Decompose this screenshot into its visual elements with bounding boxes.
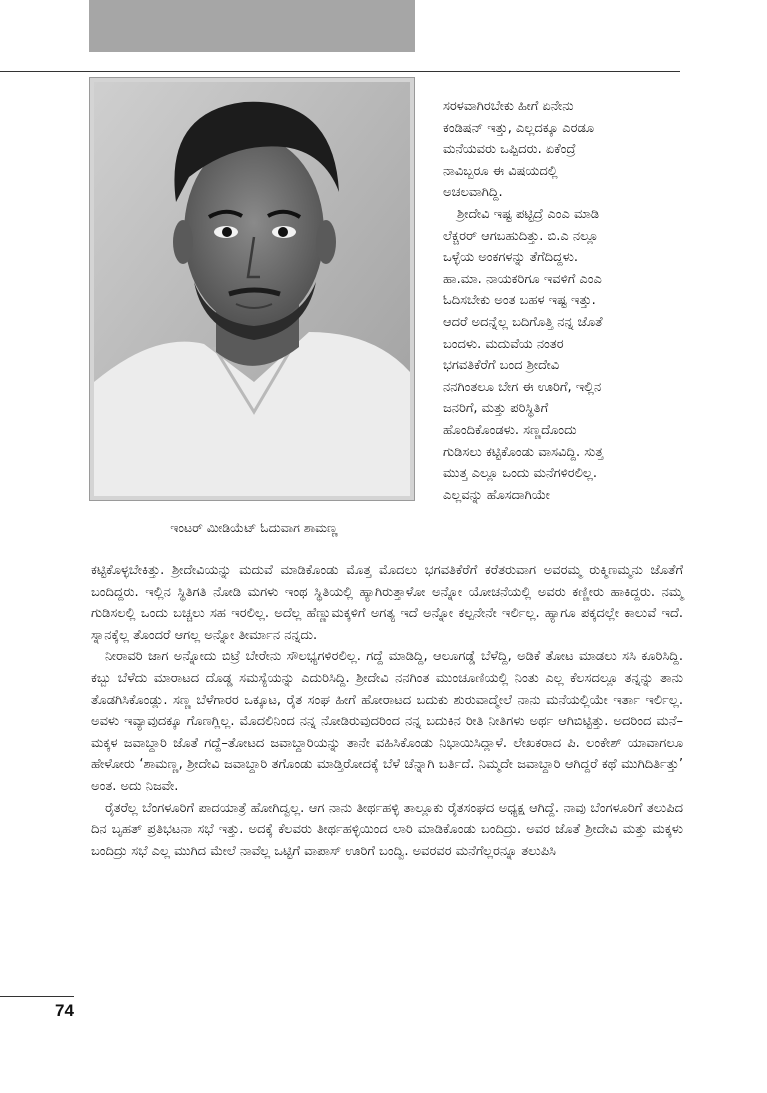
paragraph: ರೈತರೆಲ್ಲ ಬೆಂಗಳೂರಿಗೆ ಪಾದಯಾತ್ರೆ ಹೋಗಿದ್ವಲ್ಲ. ಆಗ ನಾನು ತೀರ್ಥಹಳ್ಳಿ ತಾಲ್ಲೂಕು ರೈತಸಂಘದ ಅಧ್ಯಕ್ಷ ಆಗಿದ್ದೆ. ನಾವು ಬೆಂಗಳೂರಿಗೆ ತಲುಪಿದ ದಿನ ಬೃಹತ್ ಪ್ರತಿಭಟನಾ ಸಭೆ ಇತ್ತು. ಅದಕ್ಕೆ ಕೆಲವರು ತೀರ್ಥಹಳ್ಳಿಯಿಂದ ಲಾರಿ ಮಾಡಿಕೊಂಡು ಬಂದಿದ್ರು. ಅವರ ಜೊತೆ ಶ್ರೀದೇವಿ ಮತ್ತು ಮಕ್ಕಳು ಬಂದಿದ್ರು ಸಭೆ ಎಲ್ಲ ಮುಗಿದ ಮೇಲೆ ನಾವೆಲ್ಲ ಒಟ್ಟಿಗೆ ವಾಪಾಸ್ ಊರಿಗೆ ಬಂದ್ವಿ. ಅವರವರ ಮನೆಗೆಲ್ಲರನ್ನೂ ತಲುಪಿಸಿ — [91, 800, 683, 859]
text-line: ಶ್ರೀದೇವಿ ಇಷ್ಟ ಪಟ್ಟಿದ್ರೆ ಎಂಎ ಮಾಡಿ — [457, 206, 600, 222]
text-line: ಹೊಂದಿಕೊಂಡಳು. ಸಣ್ಣದೊಂದು — [443, 422, 577, 438]
text-line: ಮುತ್ತ ಎಲ್ಲೂ ಒಂದು ಮನೆಗಳಿರಲಿಲ್ಲ. — [443, 466, 598, 482]
text-line: ಓದಿಸಬೇಕು ಅಂತ ಬಹಳ ಇಷ್ಟ ಇತ್ತು. — [443, 293, 596, 309]
portrait-photo-icon — [94, 82, 410, 496]
text-line: ಲೆಕ್ಚರರ್ ಆಗಬಹುದಿತ್ತು. ಬಿ.ಎ ನಲ್ಲೂ — [443, 228, 599, 244]
text-line: ಸರಳವಾಗಿರಬೇಕು ಹೀಗೆ ಏನೇನು — [443, 99, 574, 114]
text-line: ಎಲ್ಲವನ್ನು ಹೊಸದಾಗಿಯೇ — [443, 487, 550, 503]
text-line: ಭಗವತಿಕೆರೆಗೆ ಬಂದ ಶ್ರೀದೇವಿ — [443, 358, 560, 374]
portrait-photo — [89, 77, 415, 501]
text-line: ಮನೆಯವರು ಒಪ್ಪಿದರು. ಏಕೆಂದ್ರೆ — [443, 142, 576, 158]
text-line: ಒಳ್ಳೆಯ ಅಂಕಗಳನ್ನು ತೆಗೆದಿದ್ದಳು. — [443, 250, 578, 266]
text-line: ಹಾ.ಮಾ. ನಾಯಕರಿಗೂ ಇವಳಿಗೆ ಎಂಎ — [443, 271, 602, 287]
header-bar — [89, 0, 415, 52]
page-number: 74 — [55, 1001, 74, 1020]
text-line: ಕಂಡಿಷನ್ ಇತ್ತು, ಎಲ್ಲದಕ್ಕೂ ಎರಡೂ — [443, 120, 595, 136]
text-line: ನನಗಿಂತಲೂ ಬೇಗ ಈ ಊರಿಗೆ, ಇಲ್ಲಿನ — [443, 379, 602, 395]
text-line: ಅಚಲವಾಗಿದ್ದಿ. — [443, 185, 503, 201]
right-column-text — [443, 96, 678, 506]
text-line: ಜನರಿಗೆ, ಮತ್ತು ಪರಿಸ್ಥಿತಿಗೆ — [443, 401, 549, 417]
text-line: ಗುಡಿಸಲು ಕಟ್ಟಿಕೊಂಡು ವಾಸವಿದ್ದಿ. ಸುತ್ತ — [443, 444, 604, 460]
text-line: ನಾವಿಬ್ಬರೂ ಈ ವಿಷಯದಲ್ಲಿ — [443, 163, 558, 179]
body-text — [91, 560, 683, 862]
text-line: ಬಂದಳು. ಮದುವೆಯ ನಂತರ — [443, 336, 564, 352]
paragraph: ನೀರಾವರಿ ಜಾಗ ಅನ್ನೋದು ಬಿಟ್ರೆ ಬೇರೇನು ಸೌಲಭ್ಯಗಳಿರಲಿಲ್ಲ. ಗದ್ದೆ ಮಾಡಿದ್ದಿ, ಆಲೂಗಡ್ಡೆ ಬೆಳೆದ್ದಿ, ಅಡಿಕೆ ತೋಟ ಮಾಡಲು ಸಸಿ ಕೂರಿಸಿದ್ದಿ. ಕಬ್ಬು ಬೆಳೆದು ಮಾರಾಟದ ದೊಡ್ಡ ಸಮಸ್ಯೆಯನ್ನು ಎದುರಿಸಿದ್ದಿ. ಶ್ರೀದೇವಿ ನನಗಿಂತ ಮುಂಚೂಣಿಯಲ್ಲಿ ನಿಂತು ಎಲ್ಲ ಕೆಲಸದಲ್ಲೂ ತನ್ನನ್ನು ತಾನು ತೊಡಗಿಸಿಕೊಂಡ್ಲು. ಸಣ್ಣ ಬೆಳೆಗಾರರ ಒಕ್ಕೂಟ, ರೈತ ಸಂಘ ಹೀಗೆ ಹೋರಾಟದ ಬದುಕು ಶುರುವಾದ್ಮೇಲೆ ನಾನು ಮನೆಯಲ್ಲಿಯೇ ಇರ್ತಾ ಇರ್ಲಿಲ್ಲ. ಅವಳು ಇವ್ಯಾವುದಕ್ಕೂ ಗೊಣಗ್ಲಿಲ್ಲ. ಮೊದಲಿನಿಂದ ನನ್ನ ನೋಡಿರುವುದರಿಂದ ನನ್ನ ಬದುಕಿನ ರೀತಿ ನೀತಿಗಳು ಅರ್ಥ ಆಗಿಬಿಟ್ಟಿತ್ತು. ಅದರಿಂದ ಮನೆ–ಮಕ್ಕಳ ಜವಾಬ್ದಾರಿ ಜೊತೆ ಗದ್ದೆ–ತೋಟದ ಜವಾಬ್ದಾರಿಯನ್ನು ತಾನೇ ವಹಿಸಿಕೊಂಡು ನಿಭಾಯಿಸಿದ್ಲಾಳೆ. ಲೇಖಕರಾದ ಪಿ. ಲಂಕೇಶ್ ಯಾವಾಗಲೂ ಹೇಳೋರು ‘ಶಾಮಣ್ಣ, ಶ್ರೀದೇವಿ ಜವಾಬ್ದಾರಿ ತಗೊಂಡು ಮಾಡ್ತಿರೋದಕ್ಕೆ ಬೆಳೆ ಚೆನ್ನಾಗಿ ಬರ್ತಿದೆ. ನಿಮ್ಮದೇ ಜವಾಬ್ದಾರಿ ಆಗಿದ್ದರೆ ಕಥೆ ಮುಗಿದಿರ್ತಿತ್ತು’ ಅಂತ. ಅದು ನಿಜವೇ. — [91, 649, 683, 794]
page-rule — [0, 996, 74, 997]
photo-caption: ಇಂಟರ್ ಮೀಡಿಯೆಟ್ ಓದುವಾಗ ಶಾಮಣ್ಣ — [170, 520, 338, 535]
paragraph: ಕಟ್ಟಿಕೊಳ್ಳಬೇಕಿತ್ತು. ಶ್ರೀದೇವಿಯನ್ನು ಮದುವೆ ಮಾಡಿಕೊಂಡು ಮೊತ್ತ ಮೊದಲು ಭಗವತಿಕೆರೆಗೆ ಕರೆತರುವಾಗ ಅವರಮ್ಮ ರುಕ್ಮಿಣಮ್ಮನು ಜೊತೆಗೆ ಬಂದಿದ್ದರು. ಇಲ್ಲಿನ ಸ್ಥಿತಿಗತಿ ನೋಡಿ ಮಗಳು ಇಂಥ ಸ್ಥಿತಿಯಲ್ಲಿ ಹ್ಯಾಗಿರುತ್ತಾಳೋ ಅನ್ನೋ ಯೋಚನೆಯಲ್ಲಿ ಅವರು ಕಣ್ಣೀರು ಹಾಕಿದ್ದರು. ನಮ್ಮ ಗುಡಿಸಲಲ್ಲಿ ಒಂದು ಬಚ್ಚಲು ಸಹ ಇರಲಿಲ್ಲ. ಅದೆಲ್ಲ ಹೆಣ್ಣುಮಕ್ಕಳಿಗೆ ಅಗತ್ಯ ಇದೆ ಅನ್ನೋ ಕಲ್ಪನೇನೇ ಇರ್ಲಿಲ್ಲ. ಹ್ಯಾಗೂ ಪಕ್ಕದಲ್ಲೇ ಕಾಲುವೆ ಇದೆ. ಸ್ನಾನಕ್ಕೆಲ್ಲ ತೊಂದರೆ ಆಗಲ್ಲ ಅನ್ನೋ ತೀರ್ಮಾನ ನನ್ನದು. — [91, 563, 683, 643]
text-line: ಆದರೆ ಅದನ್ನೆಲ್ಲ ಬದಿಗೊತ್ತಿ ನನ್ನ ಜೊತೆ — [443, 314, 603, 330]
header-rule — [0, 71, 680, 72]
